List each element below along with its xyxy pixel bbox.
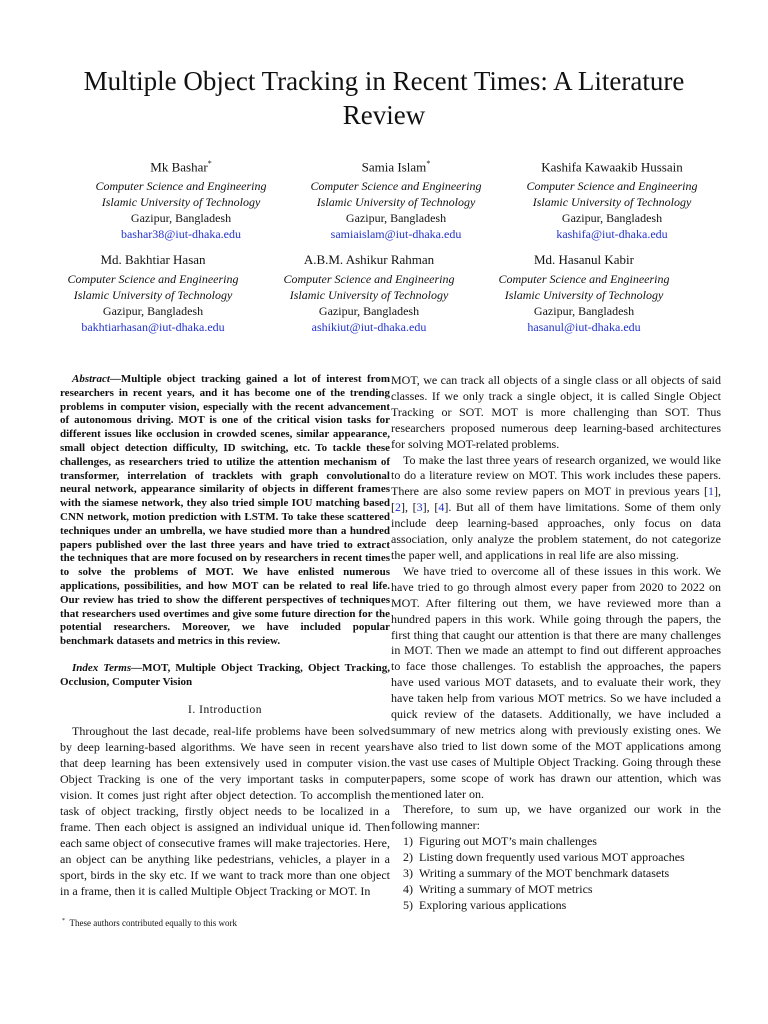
author-email[interactable]: bashar38@iut-dhaka.edu [120,227,241,242]
index-terms: Index Terms—MOT, Multiple Object Tracking, Object Tracking, Occlusion, Computer Vision [60,661,390,688]
citation-link[interactable]: 2 [395,500,401,515]
intro-paragraph: Throughout the last decade, real-life problems have been solved by deep learning-based algorithms. We have seen in recent years that deep learning has been extensively used in computer vision. Object Tracking is one of the very important tasks in computer vision. It comes just right after object detection. To accomplish the task of object tracking, firstly object needs to be localized in a frame. Then each object is assigned an individual unique id. Then each same object of consecutive frames will make trajectories. Here, an object can be anything like pedestrians, vehicles, a player in a sport, birds in the sky etc. If we want to track more than one object in a frame, then it is called Multiple Object Tracking or MOT. In [60,724,390,898]
author-location: Gazipur, Bangladesh [102,304,204,318]
abstract: Abstract—Multiple object tracking gained a lot of interest from researchers in recent years, and it has become one of the trending problems in computer vision, especially with the recent advancement of autonomous driving. MOT is one of the critical vision tasks for different issues like occlusion in crowded scenes, similar appearance, small object detection difficulty, ID switching, etc. To tackle these challenges, as researchers tried to utilize the attention mechanism of transformer, interrelation of tracklets with graph convolutional neural network, appearance similarity of objects in different frames with the siamese network, they also tried simple IOU matching based CNN network, motion prediction with LSTM. To take these scattered techniques under an umbrella, we have studied more than a hundred papers published over the last three years and have tried to extract the techniques that are more focused on by researchers in recent times to solve the problems of MOT. We have enlisted numerous applications, possibilities, and how MOT can be related to real life. Our review has tried to show the different perspectives of techniques that researchers used overtimes and give some future direction for the potential researchers. Moreover, we have included popular benchmark datasets and metrics in this review. [60,373,390,648]
paper-title: Multiple Object Tracking in Recent Times: A Literature Review [83,66,685,130]
author-email[interactable]: ashikiut@iut-dhaka.edu [311,320,427,334]
author-department: Computer Science and Engineering [283,272,455,286]
list-item: 5) Exploring various applications [403,897,567,912]
author-email[interactable]: samiaislam@iut-dhaka.edu [330,227,462,242]
author-block [68,155,294,242]
author-email[interactable]: hasanul@iut-dhaka.edu [527,320,641,334]
author-location: Gazipur, Bangladesh [318,304,420,318]
author-name: Kashifa Kawaakib Hussain [541,159,683,175]
body-paragraph: To make the last three years of research organized, we would like to do a literature review on MOT. This work includes these papers. There are also some review papers on MOT in previous years [1], [2], [3], [4]. But all of them have limitations. Some of them only include deep learning-based approaches, only focus on data association, only analyze the problem statement, do not categorize the paper well, and applications in real life are also missing. [391,452,721,562]
author-email[interactable]: kashifa@iut-dhaka.edu [556,227,668,242]
author-name: Md. Hasanul Kabir [533,252,634,267]
list-item: 2) Listing down frequently used various MOT approaches [403,850,685,865]
author-institution: Islamic University of Technology [316,195,476,210]
author-department: Computer Science and Engineering [310,179,482,194]
list-item: 4) Writing a summary of MOT metrics [403,882,593,896]
author-email[interactable]: bakhtiarhasan@iut-dhaka.edu [81,320,225,334]
citation-link[interactable]: 3 [416,500,423,515]
author-institution: Islamic University of Technology [532,195,692,210]
list-item: 3) Writing a summary of the MOT benchmark datasets [403,866,670,881]
author-institution: Islamic University of Technology [101,195,261,210]
author-institution: Islamic University of Technology [504,288,664,302]
author-location: Gazipur, Bangladesh [345,211,447,226]
author-location: Gazipur, Bangladesh [533,304,635,318]
author-department: Computer Science and Engineering [95,179,267,194]
author-department: Computer Science and Engineering [498,272,670,286]
citation-link[interactable]: 1 [708,484,714,499]
author-name: A.B.M. Ashikur Rahman [303,252,435,267]
left-column [60,373,390,899]
author-name: Samia Islam* [361,159,431,175]
author-block [256,251,482,335]
author-institution: Islamic University of Technology [73,288,233,302]
author-block [283,155,509,242]
body-paragraph: We have tried to overcome all of these issues in this work. We have tried to go through almost every paper from 2020 to 2022 on MOT. After filtering out them, we have reviewed more than a hundred papers in this work. While going through the papers, the first thing that caught our attention is that there are many challenges in MOT. Then we made an attempt to find out different approaches to face those challenges. To establish the approaches, the papers have used various MOT datasets, and to evaluate their work, they have taken help from various MOT metrics. So we have included a quick review of the datasets. Additionally, we have included a summary of new metrics along with previously existing ones. We have also tried to list down some of the MOT applications among the vast use cases of Multiple Object Tracking. Going through these papers, some scope of work has drawn our attention, which was mentioned later on. [391,563,721,801]
author-block [499,155,725,242]
right-column [391,373,721,914]
author-location: Gazipur, Bangladesh [561,211,663,226]
author-institution: Islamic University of Technology [289,288,449,302]
footnote: * These authors contributed equally to this work [62,918,237,928]
author-name: Mk Bashar* [150,159,212,175]
body-paragraph: MOT, we can track all objects of a single class or all objects of said classes. If we only track a single object, it is called Single Object Tracking or SOT. MOT is more challenging than SOT. Thus researchers proposed numerous deep learning-based architectures for solving MOT-related problems. [391,373,721,451]
author-name: Md. Bakhtiar Hasan [100,252,206,267]
author-department: Computer Science and Engineering [526,179,698,194]
author-block [471,251,697,335]
author-department: Computer Science and Engineering [67,272,239,286]
contribution-list [391,834,721,914]
list-item: 1) Figuring out MOT’s main challenges [403,834,597,849]
author-location: Gazipur, Bangladesh [130,211,232,226]
author-block [40,251,266,335]
citation-link[interactable]: 4 [438,500,445,515]
body-paragraph: Therefore, to sum up, we have organized our work in the following manner: [391,802,721,833]
section-heading: I. Introduction [188,703,262,716]
